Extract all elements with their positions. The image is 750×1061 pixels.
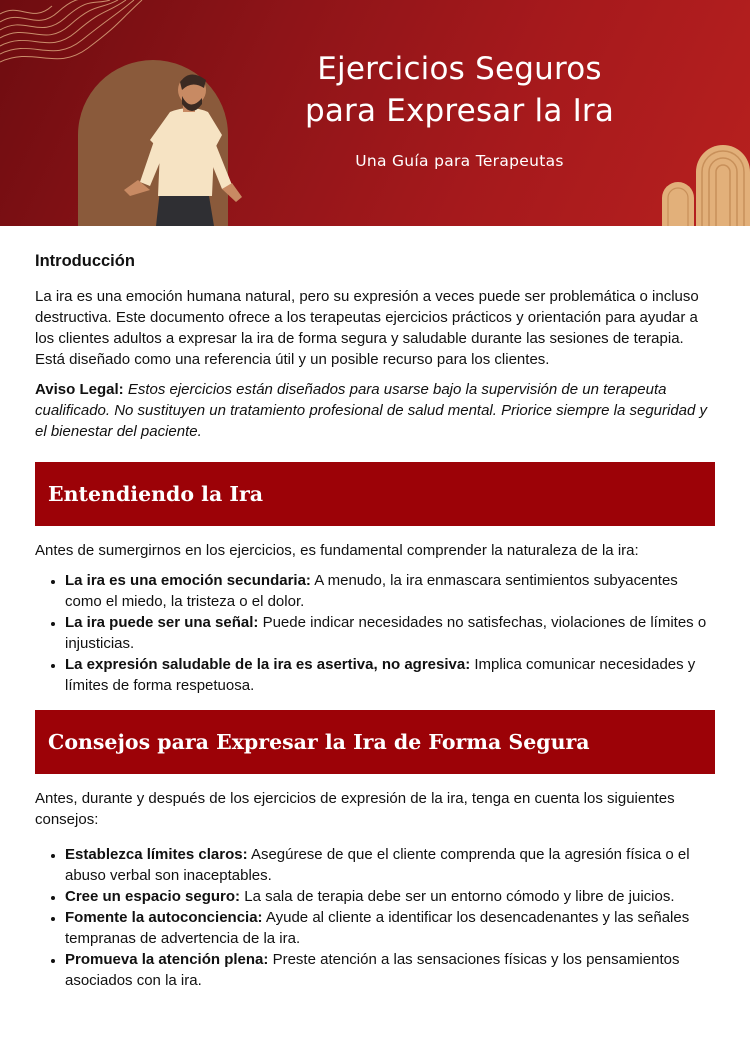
list-item — [65, 907, 715, 949]
document-body — [35, 226, 715, 991]
list-item — [65, 949, 715, 991]
page-title — [262, 48, 657, 132]
list-item-bold: Establezca límites claros: — [65, 846, 248, 863]
list-item-text: Ayude al cliente a identificar los desencadenantes y las señales tempranas de advertencia de la ira. — [65, 909, 690, 947]
section1-list — [35, 570, 715, 696]
list-item-bold: Cree un espacio seguro: — [65, 888, 241, 905]
list-item — [65, 612, 715, 654]
list-item-text: La sala de terapia debe ser un entorno cómodo y libre de juicios. — [244, 888, 675, 905]
list-item — [65, 886, 715, 907]
list-item-text: Preste atención a las sensaciones físicas y los pensamientos asociados con la ira. — [65, 951, 680, 989]
disclaimer-paragraph — [35, 379, 715, 442]
disclaimer-label: Aviso Legal: — [35, 381, 124, 398]
intro-heading: Introducción — [35, 252, 135, 270]
header-banner — [0, 0, 750, 226]
list-item-bold: Fomente la autoconciencia: — [65, 909, 263, 926]
list-item-text: Implica comunicar necesidades y límites de forma respetuosa. — [65, 656, 696, 694]
section1-intro: Antes de sumergirnos en los ejercicios, es fundamental comprender la naturaleza de la ira: — [35, 542, 639, 559]
title-line-1: Ejercicios Seguros — [317, 51, 602, 87]
title-line-2: para Expresar la Ira — [304, 93, 615, 129]
list-item-bold: La expresión saludable de la ira es asertiva, no agresiva: — [65, 656, 471, 673]
section-heading-tips: Consejos para Expresar la Ira de Forma Segura — [35, 710, 715, 774]
list-item — [65, 570, 715, 612]
list-item — [65, 844, 715, 886]
section2-intro: Antes, durante y después de los ejercicios de expresión de la ira, tenga en cuenta los siguientes consejos: — [35, 790, 675, 828]
list-item-text: A menudo, la ira enmascara sentimientos subyacentes como el miedo, la tristeza o el dolor. — [65, 572, 678, 610]
list-item-bold: La ira puede ser una señal: — [65, 614, 259, 631]
list-item-bold: La ira es una emoción secundaria: — [65, 572, 311, 589]
list-item-text: Puede indicar necesidades no satisfechas, violaciones de límites o injusticias. — [65, 614, 707, 652]
arches-decoration — [662, 145, 750, 226]
intro-paragraph: La ira es una emoción humana natural, pero su expresión a veces puede ser problemática o incluso destructiva. Este documento ofrece a los terapeutas ejercicios prácticos y orientación para ayudar a los clientes adultos a expresar la ira de forma segura y saludable durante las sesiones de terapia. Está diseñado como una referencia útil y un posible recurso para los clientes. — [35, 288, 699, 368]
page-subtitle: Una Guía para Terapeutas — [355, 152, 564, 170]
list-item-bold: Promueva la atención plena: — [65, 951, 269, 968]
list-item-text: Asegúrese de que el cliente comprenda que la agresión física o el abuso verbal son inaceptables. — [65, 846, 690, 884]
disclaimer-text: Estos ejercicios están diseñados para usarse bajo la supervisión de un terapeuta cualificado. No sustituyen un tratamiento profesional de salud mental. Priorice siempre la seguridad y el bienestar del paciente. — [35, 381, 708, 440]
section-heading-understanding: Entendiendo la Ira — [35, 462, 715, 526]
section2-list — [35, 844, 715, 991]
list-item — [65, 654, 715, 696]
wavy-lines-decoration — [0, 0, 142, 62]
